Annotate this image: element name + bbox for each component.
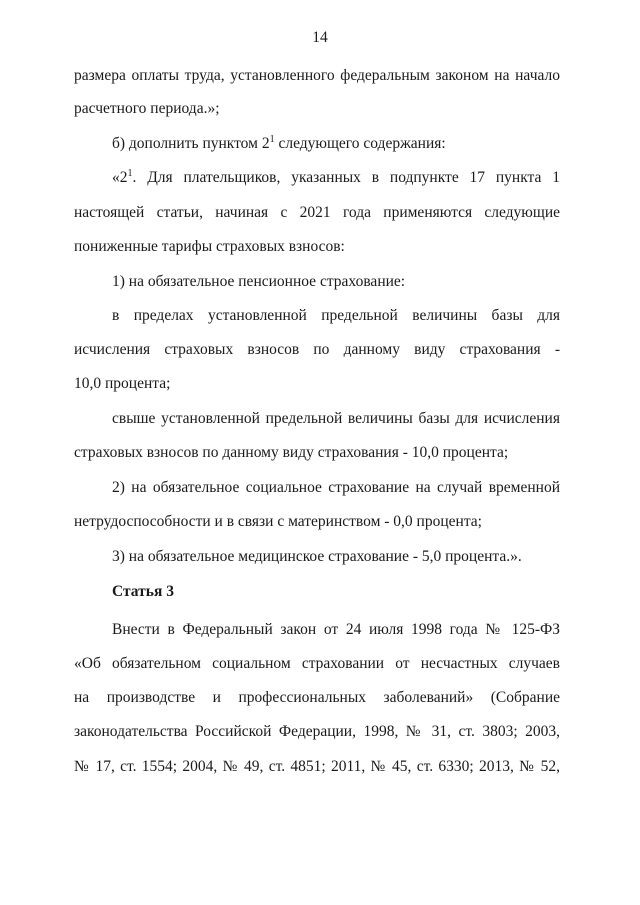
text-line: «Об обязательном социальном страховании от несчастных случаев — [74, 655, 560, 672]
text-line: исчисления страховых взносов по данному виду страхования - — [74, 341, 560, 358]
text-line: 1) на обязательное пенсионное страхование: — [112, 273, 406, 290]
text-line: Внести в Федеральный закон от 24 июля 1998 года № 125-ФЗ — [112, 621, 560, 638]
text-line: свыше установленной предельной величины базы для исчисления — [112, 410, 560, 427]
text-line: размера оплаты труда, установленного федеральным законом на начало — [74, 67, 560, 84]
section-heading: Статья 3 — [112, 583, 174, 600]
superscript: 1 — [127, 168, 133, 179]
text-line: страховых взносов по данному виду страхования - 10,0 процента; — [74, 444, 509, 461]
text-line: нетрудоспособности и в связи с материнством - 0,0 процента; — [74, 513, 482, 530]
text-line: 10,0 процента; — [74, 375, 171, 392]
text-line: настоящей статьи, начиная с 2021 года применяются следующие — [74, 204, 560, 221]
text-line: законодательства Российской Федерации, 1998, № 31, ст. 3803; 2003, — [74, 723, 560, 740]
text-line: на производстве и профессиональных заболеваний» (Собрание — [74, 689, 560, 706]
text-line: в пределах установленной предельной величины базы для — [112, 307, 560, 324]
text-line: «$2^1$. Для плательщиков, указанных в подпункте 17 пункта 1 — [112, 168, 560, 186]
text-line: № 17, ст. 1554; 2004, № 49, ст. 4851; 2011, № 45, ст. 6330; 2013, № 52, — [74, 758, 560, 775]
superscript: 1 — [269, 134, 275, 145]
text-line: б) дополнить пунктом $2^1$ следующего содержания: — [112, 134, 446, 152]
text-line: 2) на обязательное социальное страхование на случай временной — [112, 479, 560, 496]
text-line: 3) на обязательное медицинское страхование - 5,0 процента.». — [112, 548, 522, 565]
text-line: пониженные тарифы страховых взносов: — [74, 238, 345, 255]
text-line: расчетного периода.»; — [74, 100, 220, 117]
page-number: 14 — [312, 29, 328, 46]
